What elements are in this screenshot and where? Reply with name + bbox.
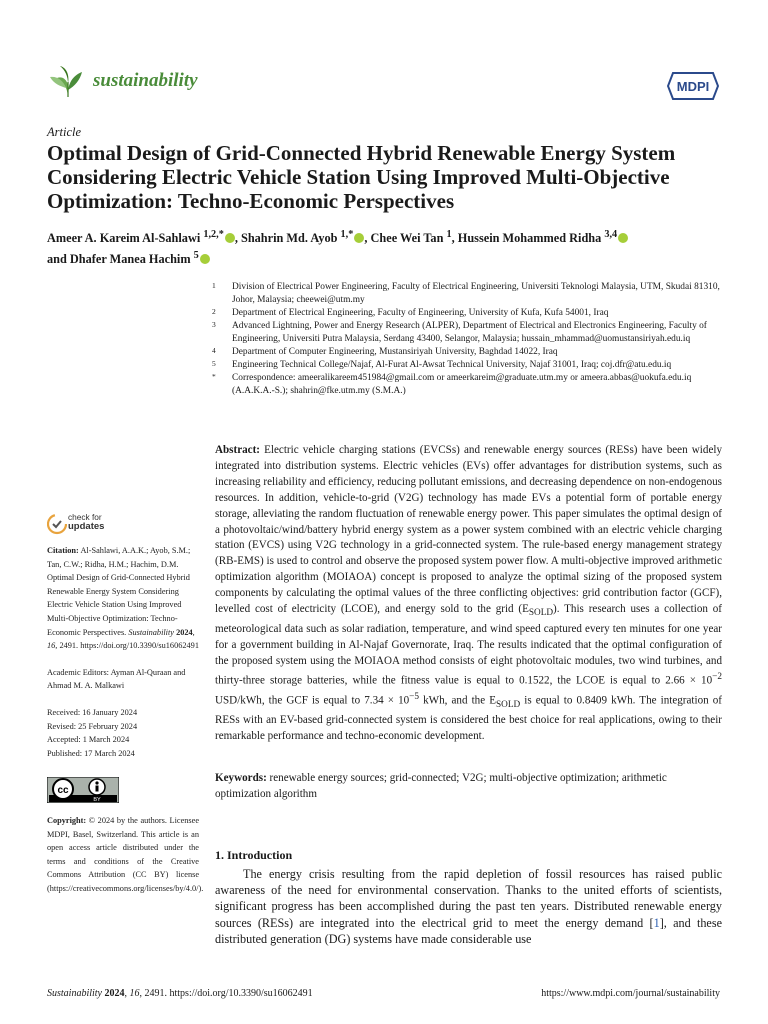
affiliation-number: 5	[212, 359, 216, 368]
affiliation-number: 1	[212, 281, 216, 290]
check-for-updates-icon[interactable]	[47, 513, 67, 535]
author-affil-sup: 3,4	[604, 229, 618, 240]
check-for-updates[interactable]	[68, 513, 104, 531]
check-line2: updates	[68, 521, 105, 532]
author-name: Ameer A. Kareim Al-Sahlawi	[47, 231, 201, 246]
abstract-sup: −5	[409, 691, 420, 702]
author-list: Ameer A. Kareim Al-Sahlawi $^{1,2,*}$ , Shahrin Md. Ayob $^{1,*}$ , Chee Wei Tan $^1$, Hussein Mohammed Ridha $^{3,4}$ and Dhafer Manea Hachim $^5$	[47, 226, 727, 268]
footer-journal: Sustainability	[47, 988, 102, 999]
correspondence-item	[212, 372, 722, 398]
affiliation-number: 3	[212, 320, 216, 329]
abstract-text: ). This research uses a collection of meteorological data such as solar radiation, temperature, and wind speed captured every ten minutes for one year for a government building in Al-Najaf Governorate, Iraq. The results indicated that the optimal configuration of the proposed system using the MOIAOA method consists of eight photovoltaic modules, two wind turbines, and thirty-three storage batteries, while the fitness value is equal to 0.1522, the LCOE is equal to 2.66 × 10	[215, 603, 722, 687]
affiliation-text: Advanced Lightning, Power and Energy Research (ALPER), Department of Electrical and Electronics Engineering, Faculty of Engineering, Universiti Putra Malaysia, Serdang 43400, Selangor, Malaysia; hussain_mhammad@uomustansiriyah.edu.iq	[232, 321, 707, 344]
citation-year: 2024	[176, 627, 193, 637]
received-date: Received: 16 January 2024	[47, 707, 138, 717]
citation-link[interactable]: 1	[653, 915, 660, 930]
affiliation-text: Division of Electrical Power Engineering, Faculty of Electrical Engineering, Universiti Teknologi Malaysia, UTM, Skudai 81310, Johor, Malaysia; cheewei@utm.my	[232, 282, 720, 305]
leaf-icon	[48, 64, 88, 98]
abstract-text: Electric vehicle charging stations (EVCSs) and renewable energy sources (RESs) have been widely integrated into distribution systems. Electric vehicles (EVs) offer advantages for distribution systems, such as increasing reliability and efficiency, reducing pollutant emissions, and decreasing dependence on non-endogenous resources. In addition, vehicle-to-grid (V2G) technology has made EVs a potential form of portable energy storage, alleviating the random fluctuation of renewable energy power. This paper simulates the optimal design of a photovoltaic/wind/battery hybrid energy system as a power system combined with an electric vehicle charging station (EVCS) using V2G technology in a grid-connected system. The rule-based energy management strategy (RB-EMS) is used to control and observe the proposed system power flow. A multi-objective improved arithmetic optimization algorithm (MOIAOA) concept is proposed to analyze the optimal sizing of the proposed system components by calculating the optimal values of the three conflicting objectives: grid contribution factor (GCF), levelled cost of electricity (LCOE), and energy sold to the grid (E	[215, 444, 722, 616]
author-star: *	[348, 229, 354, 240]
citation-block: Citation: Al-Sahlawi, A.A.K.; Ayob, S.M.; Tan, C.W.; Ridha, H.M.; Hachim, D.M. Optimal Design of Grid-Connected Hybrid Renewable Energy System Considering Electric Vehicle Station Using Improved Multi-Objective Optimization: Techno-Economic Perspectives. Sustainability 2024, 16, 2491. https://doi.org/10.3390/su16062491	[47, 546, 199, 651]
author-affil-sup: 1,	[340, 229, 349, 240]
author-affil-sup: 1	[446, 229, 452, 240]
abstract-text: kWh, and the E	[419, 694, 496, 707]
footer-doi[interactable]: , 2491. https://doi.org/10.3390/su16062491	[139, 988, 313, 999]
affiliation-item	[212, 320, 722, 346]
article-type: Article	[47, 125, 82, 139]
affiliation-text: Department of Electrical Engineering, Faculty of Engineering, University of Kufa, Kufa 54001, Iraq	[232, 308, 609, 318]
paper-title: Optimal Design of Grid-Connected Hybrid Renewable Energy System Considering Electric Vehicle Station Using Improved Multi-Objective Optimization: Techno-Economic Perspectives	[47, 141, 676, 213]
abstract-sup: −2	[712, 671, 722, 682]
intro-text: The energy crisis resulting from the rapid depletion of fossil resources has raised public awareness of the need for environmental conservation. Thanks to the united efforts of scientists, significant progress has been accomplished during the past ten years. Distributed renewable energy sources (RESs) are integrated into the electrical grid to meet the energy demand [	[215, 867, 722, 930]
citation-text: Al-Sahlawi, A.A.K.; Ayob, S.M.; Tan, C.W.; Ridha, H.M.; Hachim, D.M. Optimal Design of Grid-Connected Hybrid Renewable Energy System Considering Electric Vehicle Station Using Improved Multi-Objective Optimization: Techno-Economic Perspectives.	[47, 546, 191, 637]
published-date: Published: 17 March 2024	[47, 748, 135, 758]
citation-journal: Sustainability	[128, 627, 174, 637]
section-heading: 1. Introduction	[215, 848, 293, 862]
author-star: *	[218, 229, 224, 240]
affiliation-number: *	[212, 372, 216, 381]
orcid-icon[interactable]	[618, 233, 628, 243]
orcid-icon[interactable]	[200, 254, 210, 264]
sidebar	[47, 544, 204, 895]
orcid-icon[interactable]	[225, 233, 235, 243]
publisher-label: MDPI	[676, 79, 710, 94]
accepted-date: Accepted: 1 March 2024	[47, 735, 130, 745]
abstract-label: Abstract:	[215, 444, 260, 456]
author-affil-sup: 1,2,	[203, 229, 219, 240]
intro-paragraph	[215, 866, 722, 947]
citation-volume: 16	[47, 641, 56, 651]
svg-text:cc: cc	[57, 785, 69, 797]
keywords	[215, 771, 722, 803]
affiliation-number: 4	[212, 346, 216, 355]
citation-doi[interactable]: , 2491. https://doi.org/10.3390/su16062491	[55, 641, 199, 651]
affiliation-item	[212, 359, 722, 372]
revised-date: Revised: 25 February 2024	[47, 721, 138, 731]
copyright-label: Copyright:	[47, 815, 87, 825]
affiliations	[212, 281, 722, 398]
author-name: Shahrin Md. Ayob	[240, 231, 338, 246]
cc-by-license-icon[interactable]	[47, 777, 119, 803]
abstract-sub: SOLD	[496, 699, 521, 710]
keywords-label: Keywords:	[215, 772, 267, 784]
author-name: Dhafer Manea Hachim	[69, 252, 191, 267]
copyright-text: © 2024 by the authors. Licensee MDPI, Basel, Switzerland. This article is an open access article distributed under the terms and conditions of the Creative Commons Attribution (CC BY) license (https://creativecommons.org/licenses/by/4.0/).	[47, 815, 204, 893]
abstract-text: USD/kWh, the GCF is equal to 7.34 × 10	[215, 694, 410, 707]
affiliation-number: 2	[212, 307, 216, 316]
intro-text: ], and these distributed generation (DG) systems have made considerable use	[215, 915, 722, 946]
footer-citation: Sustainability 2024, 16, 2491. https://doi.org/10.3390/su16062491	[47, 988, 313, 999]
citation-label: Citation:	[47, 546, 79, 555]
check-line1: check for	[68, 512, 102, 522]
copyright-notice	[47, 814, 204, 896]
abstract-sub: SOLD	[528, 608, 554, 619]
affiliation-text: Department of Computer Engineering, Mustansiriyah University, Baghdad 14022, Iraq	[232, 347, 558, 357]
author-affil-sup: 5	[193, 250, 199, 262]
footer-journal-url[interactable]: https://www.mdpi.com/journal/sustainability	[541, 988, 720, 999]
footer-volume: 16	[129, 988, 140, 999]
affiliation-item	[212, 281, 722, 307]
author-name: Chee Wei Tan	[370, 231, 444, 246]
orcid-icon[interactable]	[354, 233, 364, 243]
mdpi-logo	[667, 71, 719, 101]
journal-name: sustainability	[93, 70, 198, 91]
affiliation-item	[212, 346, 722, 359]
abstract	[215, 443, 722, 745]
affiliation-text: Engineering Technical College/Najaf, Al-Furat Al-Awsat Technical University, Najaf 31001, Iraq; coj.dfr@atu.edu.iq	[232, 360, 672, 370]
cc-by-label: BY	[93, 797, 101, 804]
keywords-text: renewable energy sources; grid-connected; V2G; multi-objective optimization; arithmetic optimization algorithm	[215, 772, 667, 800]
footer-year: 2024	[104, 988, 125, 999]
affiliation-text: Correspondence: ameeralikareem451984@gmail.com or ameerkareim@graduate.utm.my or ameera.abbas@uokufa.edu.iq (A.A.K.A.-S.); shahrin@fke.utm.my (S.M.A.)	[232, 373, 692, 396]
academic-editors: Academic Editors: Ayman Al-Quraan and Ahmad M. A. Malkawi	[47, 667, 186, 691]
author-name: Hussein Mohammed Ridha	[457, 231, 602, 246]
abstract-text: is equal to 0.8409 kWh. The integration of RESs with an EV-based grid-connected system is considered the best choice for real applications, owing to their remarkable performance and techno-economic development.	[215, 694, 722, 743]
affiliation-item	[212, 307, 722, 320]
